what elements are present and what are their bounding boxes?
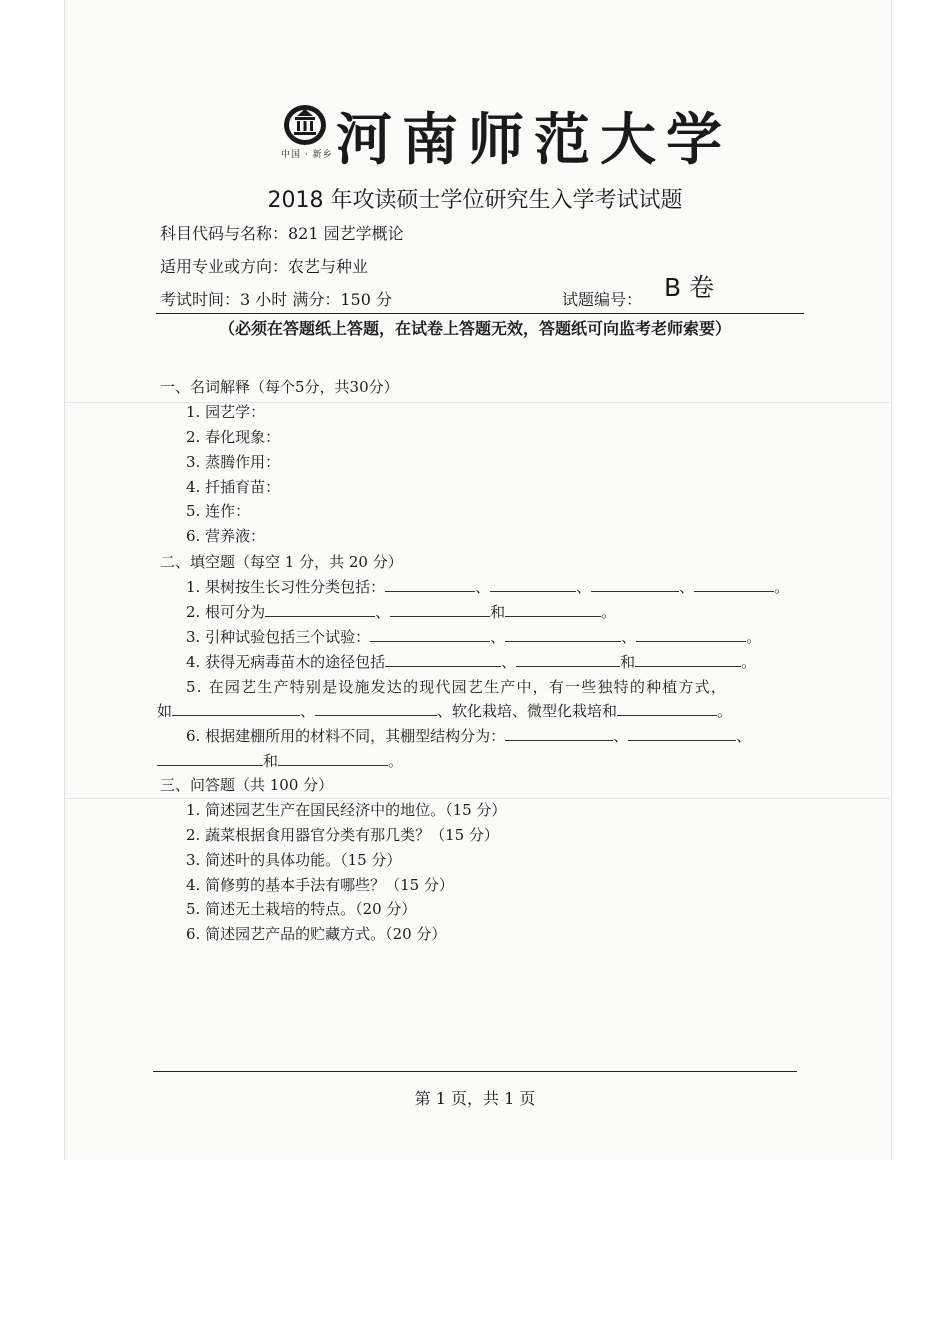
question-text: 、软化栽培、微型化栽培和 (437, 702, 618, 720)
separator: 、 (375, 603, 391, 621)
essay-question: 5. 简述无土栽培的特点。（20 分） (186, 900, 417, 918)
answer-blank[interactable] (617, 700, 717, 716)
answer-sheet-note: （必须在答题纸上答题，在试卷上答题无效，答题纸可向监考老师索要） (218, 319, 731, 338)
separator: 、 (300, 702, 316, 720)
essay-question: 3. 简述叶的具体功能。（15 分） (186, 851, 402, 869)
period: 。 (717, 702, 733, 720)
separator: 、 (736, 727, 752, 745)
answer-blank[interactable] (370, 626, 490, 642)
answer-blank[interactable] (490, 576, 576, 592)
separator: 、 (475, 578, 491, 596)
answer-blank[interactable] (516, 651, 620, 667)
term-item: 4. 扦插育苗： (186, 478, 281, 496)
page-number: 第 1 页，共 1 页 (414, 1089, 536, 1108)
footer-rule (153, 1071, 797, 1072)
question-text: 4. 获得无病毒苗木的途径包括 (186, 653, 386, 671)
header-rule (156, 313, 804, 314)
period: 。 (388, 752, 404, 770)
separator: 、 (576, 578, 592, 596)
fill-question-6-line-2 (157, 750, 403, 771)
answer-blank[interactable] (157, 750, 263, 766)
answer-blank[interactable] (505, 601, 601, 617)
answer-blank[interactable] (390, 601, 490, 617)
separator: 、 (490, 628, 506, 646)
major-line: 适用专业或方向：农艺与种业 (160, 257, 369, 276)
answer-blank[interactable] (172, 700, 300, 716)
question-text: 如 (157, 702, 173, 720)
section-1-heading: 一、名词解释（每个5分，共30分） (160, 378, 399, 396)
university-emblem-icon (282, 103, 328, 147)
question-text: 2. 根可分为 (186, 603, 266, 621)
exam-title: 2018 年攻读硕士学位研究生入学考试试题 (267, 188, 683, 213)
section-2-heading: 二、填空题（每空 1 分，共 20 分） (160, 553, 403, 571)
essay-question: 6. 简述园艺产品的贮藏方式。（20 分） (186, 925, 447, 943)
question-text: 6. 根据建棚所用的材料不同，其棚型结构分为： (186, 727, 506, 745)
term-item: 3. 蒸腾作用： (186, 453, 281, 471)
separator: 、 (501, 653, 517, 671)
answer-blank[interactable] (591, 576, 679, 592)
answer-blank[interactable] (278, 750, 388, 766)
fill-question-6-line-1 (186, 725, 751, 746)
answer-blank[interactable] (694, 576, 774, 592)
fill-question-3 (186, 626, 761, 647)
period: 。 (601, 603, 617, 621)
term-item: 1. 园艺学： (186, 403, 266, 421)
period: 。 (746, 628, 762, 646)
answer-blank[interactable] (505, 626, 621, 642)
separator: 、 (621, 628, 637, 646)
answer-blank[interactable] (628, 725, 736, 741)
answer-blank[interactable] (385, 651, 501, 667)
university-name-logo: 河南师范大学 (336, 107, 732, 173)
conjunction: 和 (620, 653, 636, 671)
fill-question-5-line-2 (157, 700, 732, 721)
separator: 、 (679, 578, 695, 596)
fill-question-1 (186, 576, 789, 597)
conjunction: 和 (263, 752, 279, 770)
essay-question: 2. 蔬菜根据食用器官分类有那几类？（15 分） (186, 826, 499, 844)
answer-blank[interactable] (385, 576, 475, 592)
essay-question: 4. 简修剪的基本手法有哪些？（15 分） (186, 876, 454, 894)
fill-question-4 (186, 651, 756, 672)
term-item: 2. 春化现象： (186, 428, 281, 446)
paper-number-label: 试题编号： (562, 290, 643, 309)
paper-version-stamp: B 卷 (664, 273, 715, 302)
answer-blank[interactable] (505, 725, 613, 741)
time-score-line: 考试时间：3 小时 满分：150 分 (160, 290, 392, 309)
answer-blank[interactable] (315, 700, 437, 716)
section-3-heading: 三、问答题（共 100 分） (160, 776, 334, 794)
conjunction: 和 (490, 603, 506, 621)
fill-question-5-line-1: 5. 在园艺生产特别是设施发达的现代园艺生产中，有一些独特的种植方式， (186, 678, 728, 696)
period: 。 (741, 653, 757, 671)
separator: 、 (613, 727, 629, 745)
logo-city: 中国 · 新乡 (281, 150, 333, 160)
answer-blank[interactable] (636, 626, 746, 642)
essay-question: 1. 简述园艺生产在国民经济中的地位。（15 分） (186, 801, 507, 819)
question-text: 3. 引种试验包括三个试验： (186, 628, 371, 646)
term-item: 6. 营养液： (186, 527, 266, 545)
fill-question-2 (186, 601, 616, 622)
answer-blank[interactable] (635, 651, 741, 667)
answer-blank[interactable] (265, 601, 375, 617)
term-item: 5. 连作： (186, 502, 251, 520)
question-text: 1. 果树按生长习性分类包括： (186, 578, 386, 596)
subject-line: 科目代码与名称：821 园艺学概论 (160, 224, 404, 243)
period: 。 (774, 578, 790, 596)
